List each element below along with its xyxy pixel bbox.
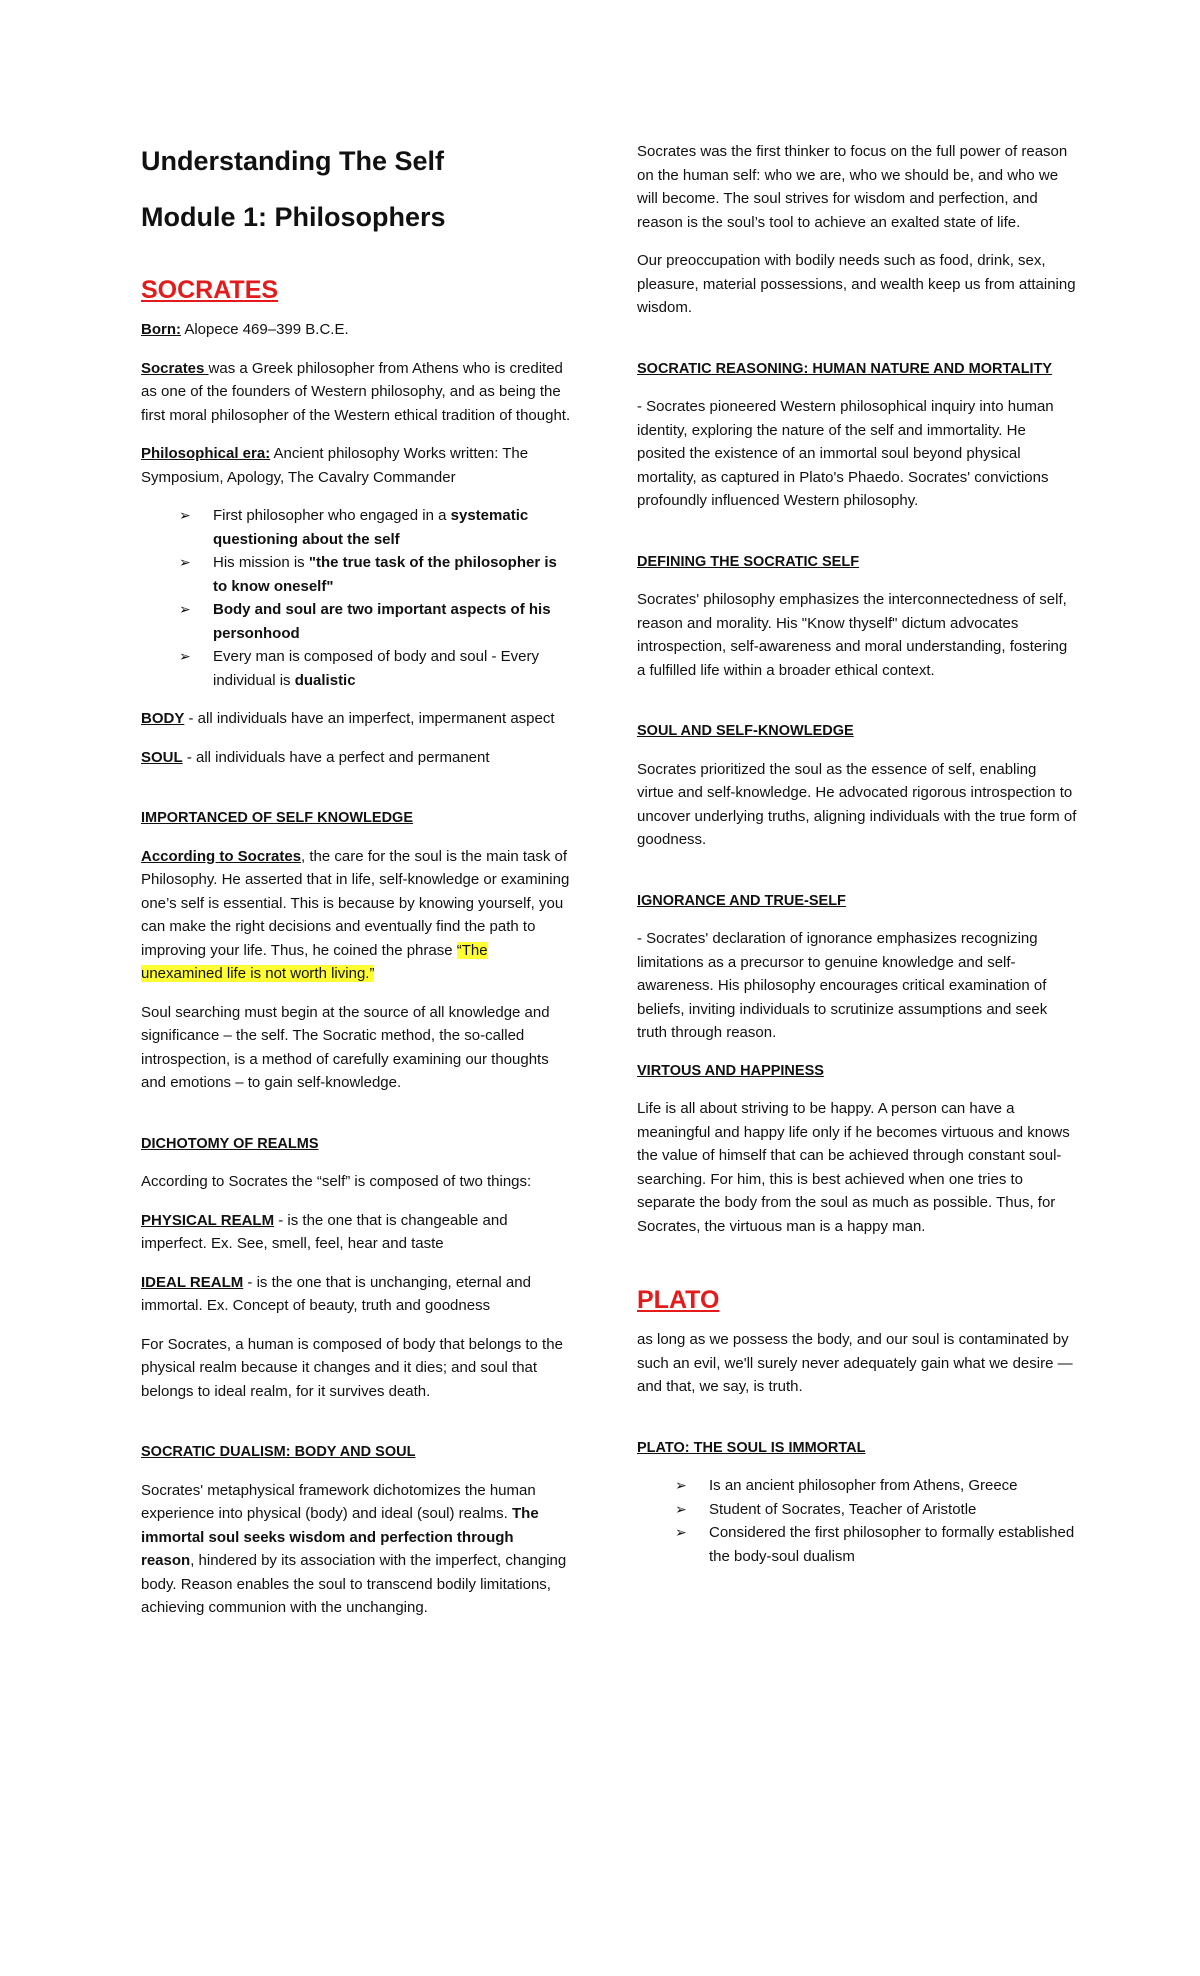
list-item	[179, 598, 571, 645]
importance-text: , the care for the soul is the main task of Philosophy. He asserted that in life, self-knowledge or examining one’s self is essential. This is because by knowing yourself, you can make the right decisions and eventually find the path to improving your life. Thus, he coined the phrase	[141, 847, 570, 959]
body-paragraph	[141, 707, 571, 731]
dualism-paragraph	[141, 1479, 571, 1620]
plato-heading: PLATO	[637, 1286, 720, 1314]
dualism-text-end: , hindered by its association with the imperfect, changing body. Reason enables the soul to transcend bodily limitations, achieving communion with the unchanging.	[141, 1552, 567, 1616]
ignorance-heading: IGNORANCE AND TRUE-SELF	[637, 892, 846, 909]
dualism-bold-text: The immortal soul seeks wisdom and perfection through reason	[141, 1505, 539, 1569]
arrow-bullet-icon: ➢	[675, 1500, 687, 1517]
reasoning-heading: SOCRATIC REASONING: HUMAN NATURE AND MORTALITY	[637, 360, 1053, 377]
human-composition-paragraph: For Socrates, a human is composed of body that belongs to the physical realm because it changes and it dies; and soul that belongs to ideal realm, for it survives death.	[141, 1335, 563, 1400]
dichotomy-intro: According to Socrates the “self” is composed of two things:	[141, 1173, 532, 1190]
bullet-text: Is an ancient philosopher from Athens, Greece	[709, 1477, 1018, 1494]
dualism-text: Socrates' metaphysical framework dichotomizes the human experience into physical (body) and ideal (soul) realms.	[141, 1481, 536, 1522]
arrow-bullet-icon: ➢	[179, 554, 191, 570]
era-paragraph	[141, 442, 571, 489]
era-label: Philosophical era:	[141, 445, 271, 462]
unexamined-life-quote: “The unexamined life is not worth living.”	[141, 941, 488, 982]
arrow-bullet-icon: ➢	[179, 507, 191, 523]
list-item	[675, 1521, 1077, 1568]
arrow-bullet-icon: ➢	[675, 1524, 687, 1540]
body-label: BODY	[141, 710, 185, 727]
arrow-bullet-icon: ➢	[179, 601, 191, 617]
document-title: Understanding The Self	[141, 146, 445, 176]
soul-knowledge-heading: SOUL AND SELF-KNOWLEDGE	[637, 723, 854, 739]
soul-knowledge-paragraph: Socrates prioritized the soul as the essence of self, enabling virtue and self-knowledge. He advocated rigorous introspection to uncover underlying truths, aligning individuals with the true form of goodness.	[637, 760, 1077, 848]
arrow-bullet-icon: ➢	[179, 648, 191, 664]
socrates-bullet-list	[141, 504, 571, 692]
defining-self-heading: DEFINING THE SOCRATIC SELF	[637, 553, 860, 570]
soul-text: - all individuals have a perfect and permanent	[182, 748, 490, 766]
intro-text: was a Greek philosopher from Athens who is credited as one of the founders of Western philosophy, and as being the first moral philosopher of the Western ethical tradition of thought.	[141, 359, 571, 424]
ideal-realm-label: IDEAL REALM	[141, 1273, 244, 1291]
bullet-bold-text: systematic questioning about the self	[213, 507, 529, 548]
soul-label: SOUL	[141, 748, 183, 766]
reasoning-paragraph: - Socrates pioneered Western philosophical inquiry into human identity, exploring the nature of the self and immortality. He posited the existence of an immortal soul beyond physical mortality, as captured in Plato's Phaedo. Socrates' convictions profoundly influenced Western philosophy.	[637, 398, 1054, 509]
era-text: Ancient philosophy Works written: The Symposium, Apology, The Cavalry Commander	[141, 445, 529, 486]
ideal-realm-paragraph	[141, 1271, 571, 1318]
arrow-bullet-icon: ➢	[675, 1477, 687, 1493]
bodily-needs-paragraph: Our preoccupation with bodily needs such as food, drink, sex, pleasure, material possessions, and wealth keep us from attaining wisdom.	[637, 252, 1076, 316]
importance-heading: IMPORTANCED OF SELF KNOWLEDGE	[141, 810, 414, 826]
dichotomy-heading: DICHOTOMY OF REALMS	[141, 1135, 319, 1152]
plato-paragraph: as long as we possess the body, and our soul is contaminated by such an evil, we'll surely never adequately gain what we desire —and that, we say, is truth.	[637, 1331, 1073, 1395]
bullet-text: Student of Socrates, Teacher of Aristotle	[709, 1500, 977, 1518]
module-title: Module 1: Philosophers	[141, 202, 446, 232]
ideal-realm-text: - is the one that is unchanging, eternal and immortal. Ex. Concept of beauty, truth and goodness	[141, 1273, 531, 1314]
intro-paragraph	[141, 357, 571, 428]
list-item	[675, 1498, 1077, 1522]
plato-immortal-heading: PLATO: THE SOUL IS IMMORTAL	[637, 1439, 866, 1456]
bullet-text: Considered the first philosopher to formally established the body-soul dualism	[709, 1524, 1075, 1565]
plato-bullet-list	[637, 1474, 1077, 1568]
physical-realm-paragraph	[141, 1209, 571, 1256]
ignorance-paragraph: - Socrates' declaration of ignorance emphasizes recognizing limitations as a precursor to genuine knowledge and self-awareness. His philosophy encourages critical examination of beliefs, inviting individuals to scrutinize assumptions and seek truth through reason.	[637, 930, 1048, 1041]
physical-realm-label: PHYSICAL REALM	[141, 1211, 275, 1229]
bullet-text: First philosopher who engaged in a	[213, 507, 451, 524]
list-item	[675, 1474, 1077, 1498]
importance-label: According to Socrates	[141, 847, 302, 865]
virtous-heading: VIRTOUS AND HAPPINESS	[637, 1062, 824, 1079]
list-item	[179, 551, 571, 598]
defining-self-paragraph: Socrates' philosophy emphasizes the interconnectedness of self, reason and morality. His "Know thyself" dictum advocates introspection, self-awareness and moral understanding, fostering a fulfilled life within a broader ethical context.	[637, 591, 1068, 679]
list-item	[179, 645, 571, 692]
right-column	[637, 140, 1077, 1583]
bullet-bold-text: dualistic	[294, 671, 356, 689]
left-column	[141, 140, 571, 1635]
dualism-heading: SOCRATIC DUALISM: BODY AND SOUL	[141, 1444, 416, 1460]
bullet-text: Every man is composed of body and soul - Every individual is	[213, 648, 539, 689]
born-text: Alopece 469–399 B.C.E.	[181, 321, 349, 338]
soul-searching-paragraph: Soul searching must begin at the source of all knowledge and significance – the self. The Socratic method, the so-called introspection, is a method of carefully examining our thoughts and emotions – to gain self-knowledge.	[141, 1003, 550, 1091]
intro-label: Socrates	[141, 359, 209, 377]
body-text: - all individuals have an imperfect, impermanent aspect	[184, 710, 555, 727]
bullet-text: His mission is	[213, 554, 309, 571]
bullet-bold-text: "the true task of the philosopher is to know oneself"	[213, 554, 557, 595]
born-label: Born:	[141, 321, 181, 338]
soul-paragraph	[141, 746, 571, 770]
list-item	[179, 504, 571, 551]
importance-paragraph	[141, 845, 571, 986]
bullet-bold-text: Body and soul are two important aspects of his personhood	[213, 601, 551, 642]
born-paragraph	[141, 318, 571, 342]
socrates-heading: SOCRATES	[141, 276, 279, 304]
reason-paragraph: Socrates was the first thinker to focus on the full power of reason on the human self: who we are, who we should be, and who we will become. The soul strives for wisdom and perfection, and reason is the soul’s tool to achieve an exalted state of life.	[637, 143, 1068, 231]
virtous-paragraph: Life is all about striving to be happy. A person can have a meaningful and happy life only if he becomes virtuous and knows the value of himself that can be achieved through constant soul-searching. For him, this is best achieved when one tries to separate the body from the soul as much as possible. Thus, for Socrates, the virtuous man is a happy man.	[637, 1100, 1070, 1235]
physical-realm-text: - is the one that is changeable and imperfect. Ex. See, smell, feel, hear and taste	[141, 1211, 508, 1252]
